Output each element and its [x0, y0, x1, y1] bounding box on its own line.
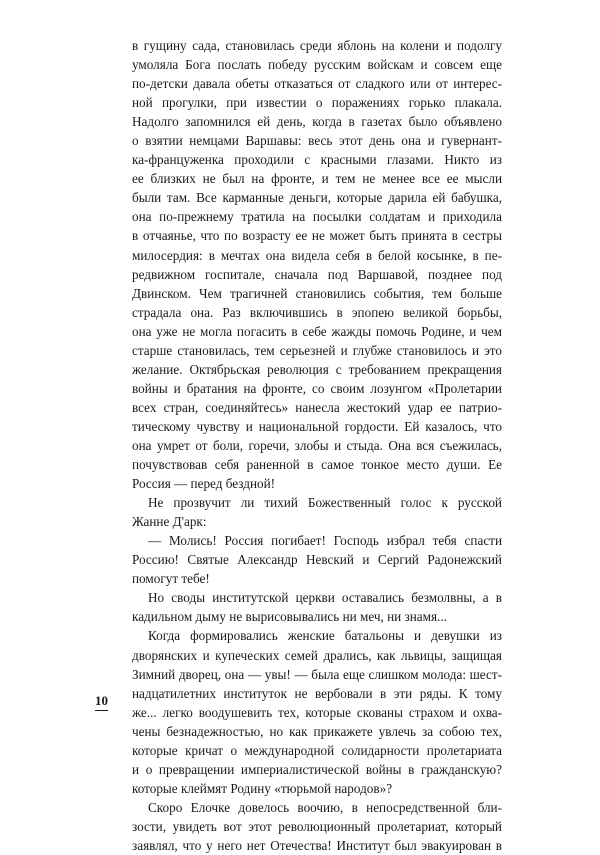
text-line: Двинском. Чем трагичней становились события, тем больше — [132, 285, 502, 301]
page-number: 10 — [95, 693, 108, 711]
text-line: она уже не могла погасить в себе жажды помочь Родине, и чем — [132, 323, 502, 339]
text-line: тическому чувству и национальной гордости. Ей казалось, что — [132, 418, 502, 434]
text-line: редвижном госпитале, сначала под Варшавой, позднее под — [132, 266, 502, 282]
text-line: ной прогулки, при известии о поражениях горько плакала. — [132, 95, 502, 111]
text-line: же... легко воодушевить тех, которые скованы страхом и охва- — [132, 704, 502, 720]
text-line: почувствовав себя раненной в самое тонкое место души. Ее — [132, 457, 502, 473]
text-line: милосердия: в мечтах она видела себя в белой косынке, в пе- — [132, 247, 502, 263]
text-line: чены безнадежностью, но как прикажете увлечь за собою тех, — [132, 723, 502, 739]
text-line: войны и братания на фронте, со своим лозунгом «Пролетарии — [132, 380, 502, 396]
text-line: ее близких не был на фронте, и тем не менее все ее мысли — [132, 171, 502, 187]
text-line: и о превращении империалистической войны в гражданскую? — [132, 761, 502, 777]
text-line: Надолго запомнился ей день, когда в газетах было объявлено — [132, 114, 502, 130]
text-line: страдала она. Раз включившись в эпопею великой борьбы, — [132, 304, 502, 320]
text-line: заявлял, что у него нет Отечества! Институт был эвакуирован в — [132, 837, 502, 853]
text-line: Россия — перед бездной! — [132, 476, 276, 492]
text-line: помогут тебе! — [132, 571, 210, 587]
text-line: по-детски давала обеты отказаться от сладкого или от интерес- — [132, 76, 502, 92]
text-line: в отчаянье, что по возрасту ее не может быть принята в сестры — [132, 228, 502, 244]
text-line: надцатилетних институток не вербовали в эти ряды. К тому — [132, 685, 502, 701]
text-line: о взятии немцами Варшавы: весь этот день она и гувернант- — [132, 133, 502, 149]
text-line: желание. Октябрьская революция с требованием прекращения — [132, 361, 502, 377]
text-line: были там. Все карманные деньги, которые дарила ей бабушка, — [132, 190, 502, 206]
book-page-text — [132, 36, 502, 855]
text-line: которые кричат о международной солидарности пролетариата — [132, 742, 502, 758]
text-line: Скоро Елочке довелось воочию, в непосредственной бли- — [148, 799, 502, 815]
text-line: старше становилась, тем серьезней и глубже становилось и это — [132, 342, 502, 358]
text-line: ка-француженка проходили с красными глазами. Никто из — [132, 152, 502, 168]
text-line: кадильном дыму не вырисовывались ни меч, ни знамя... — [132, 609, 447, 625]
text-line: всех стран, соединяйтесь» нанесла жестокий удар ее патрио- — [132, 399, 502, 415]
text-line: она умрет от боли, горечи, злобы и стыда. Она вся съежилась, — [132, 437, 502, 453]
text-line: в гущину сада, становилась среди яблонь на колени и подолгу — [132, 38, 502, 53]
text-line: Жанне Д'арк: — [132, 514, 207, 530]
text-line: дворянских и купеческих семей дрались, как львицы, защищая — [132, 647, 502, 663]
text-line: Зимний дворец, она — увы! — была еще слишком молода: шест- — [132, 666, 502, 682]
text-line: Но своды институтской церкви оставались безмолвны, а в — [148, 590, 502, 606]
text-line: умоляла Бога послать победу русским войскам и совсем еще — [132, 57, 502, 73]
text-line: Когда формировались женские батальоны и девушки из — [148, 628, 502, 644]
text-line: — Молись! Россия погибает! Господь избрал тебя спасти — [148, 533, 502, 549]
text-line: Не прозвучит ли тихий Божественный голос к русской — [148, 495, 502, 511]
text-line: которые клеймят Родину «тюрьмой народов»? — [132, 780, 393, 796]
text-line: она по-прежнему тратила на посылки солдатам и приходила — [132, 209, 502, 225]
text-line: зости, увидеть вот этот революционный пролетариат, который — [132, 818, 502, 834]
text-line: Россию! Святые Александр Невский и Сергий Радонежский — [132, 552, 502, 568]
